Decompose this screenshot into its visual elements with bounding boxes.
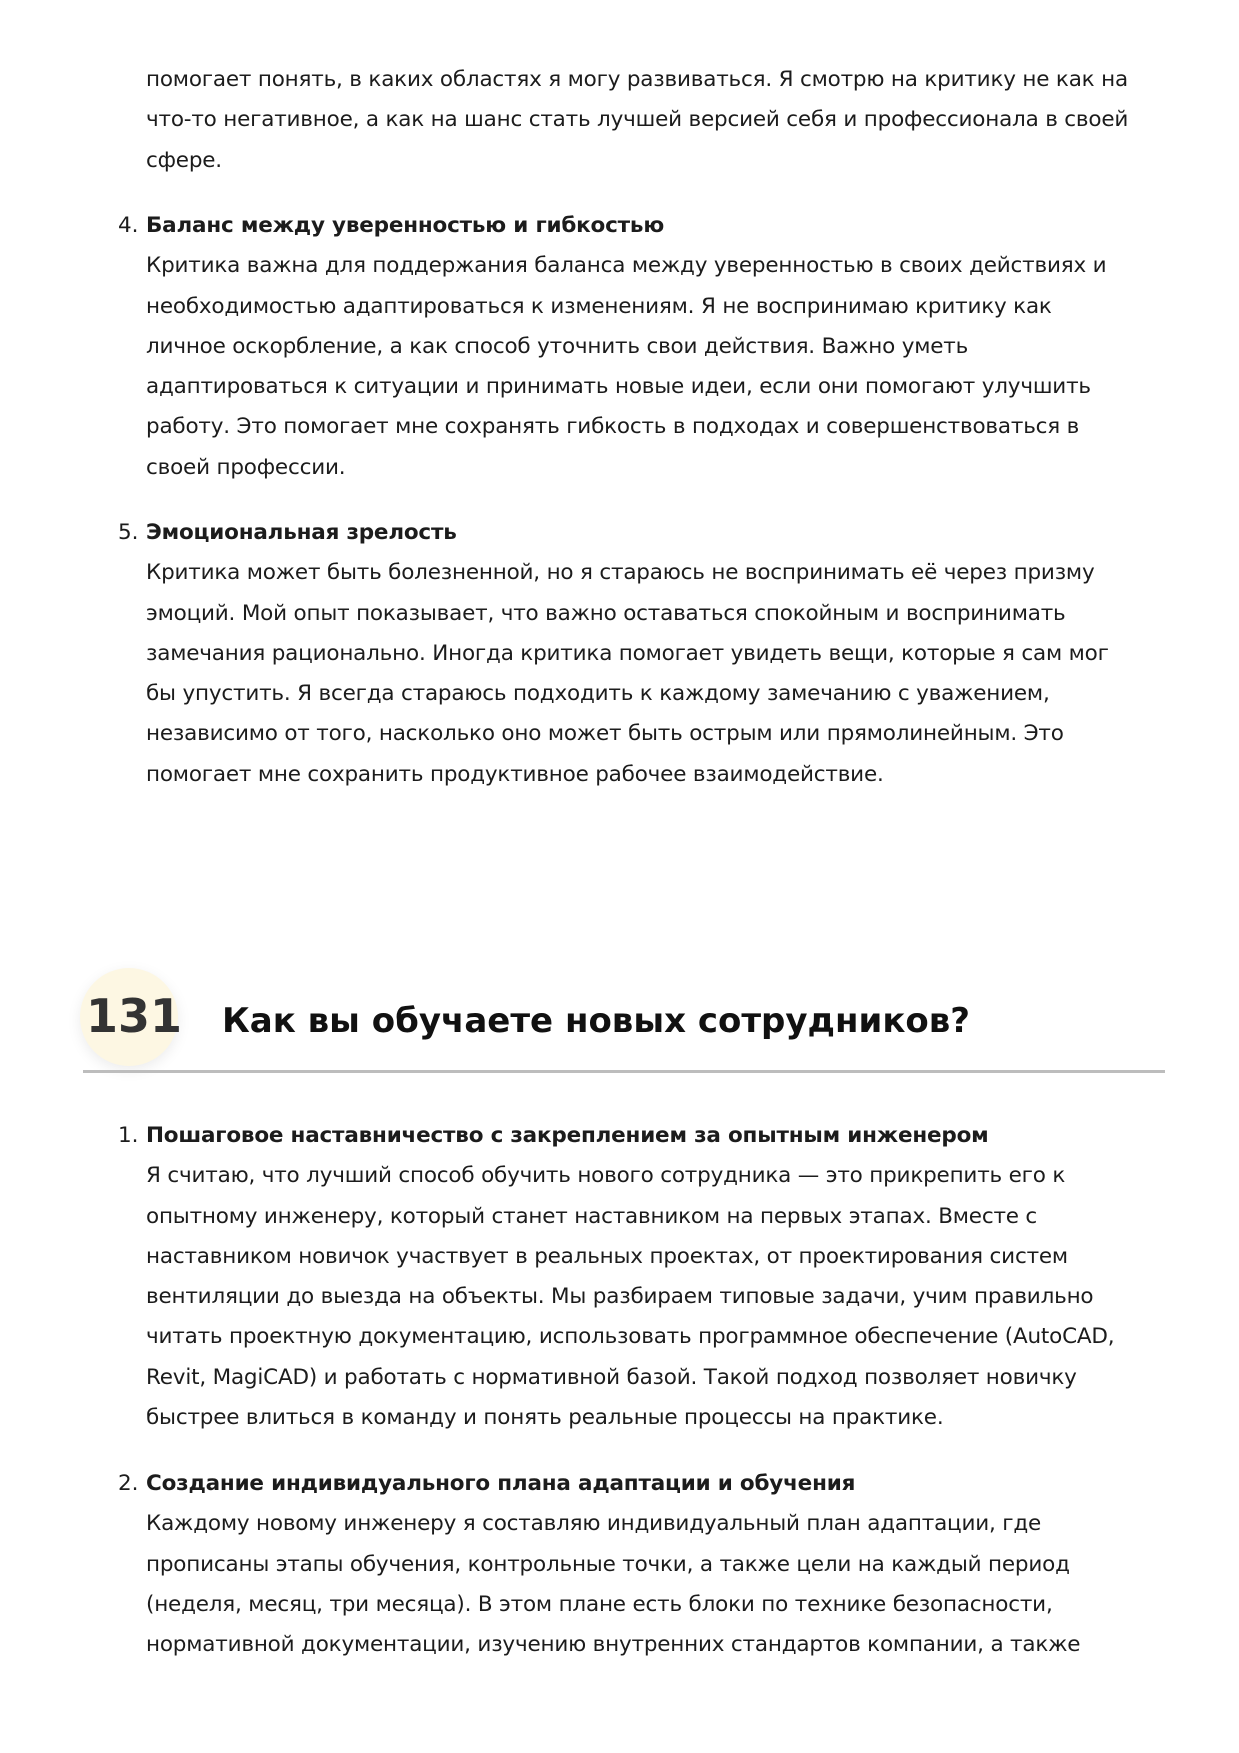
list-item	[118, 1116, 1186, 1438]
list-item	[118, 1464, 1186, 1665]
text-line: Критика важна для поддержания баланса между уверенностью в своих действиях и	[146, 253, 1107, 279]
text-line: Я считаю, что лучший способ обучить нового сотрудника — это прикрепить его к	[146, 1163, 1066, 1189]
question-number: 131	[86, 989, 183, 1043]
text-line: адаптироваться к ситуации и принимать новые идеи, если они помогают улучшить	[146, 374, 1091, 400]
text-line: Каждому новому инженеру я составляю индивидуальный план адаптации, где	[146, 1511, 1042, 1537]
text-line: читать проектную документацию, использовать программное обеспечение (AutoCAD,	[146, 1324, 1115, 1350]
text-line: нормативной документации, изучению внутренних стандартов компании, а также	[146, 1632, 1081, 1658]
text-line: опытному инженеру, который станет наставником на первых этапах. Вместе с	[146, 1203, 1038, 1229]
text-line: Критика может быть болезненной, но я стараюсь не воспринимать её через призму	[146, 560, 1095, 586]
list-item-title: Эмоциональная зрелость	[146, 520, 457, 545]
text-line: прописаны этапы обучения, контрольные точки, а также цели на каждый период	[146, 1551, 1070, 1577]
list-number: 5.	[118, 520, 139, 545]
list-item	[118, 513, 1186, 795]
text-line: помогает мне сохранить продуктивное рабочее взаимодействие.	[146, 761, 884, 787]
list-number: 2.	[118, 1471, 139, 1496]
text-line: личное оскорбление, а как способ уточнить свои действия. Важно уметь	[146, 333, 969, 359]
section-heading: Как вы обучаете новых сотрудников?	[222, 1001, 970, 1041]
list-number: 1.	[118, 1123, 139, 1148]
text-line: необходимостью адаптироваться к изменениям. Я не воспринимаю критику как	[146, 293, 1052, 319]
list-item-title: Пошаговое наставничество с закреплением за опытным инженером	[146, 1123, 989, 1148]
text-line: независимо от того, насколько оно может быть острым или прямолинейным. Это	[146, 721, 1064, 747]
text-line: помогает понять, в каких областях я могу развиваться. Я смотрю на критику не как на	[146, 67, 1128, 92]
text-line: быстрее влиться в команду и понять реальные процессы на практике.	[146, 1405, 944, 1431]
text-line: эмоций. Мой опыт показывает, что важно оставаться спокойным и воспринимать	[146, 600, 1066, 626]
text-line: наставником новичок участвует в реальных проектах, от проектирования систем	[146, 1243, 1068, 1269]
text-line: что-то негативное, а как на шанс стать лучшей версией себя и профессионала в своей	[146, 107, 1129, 133]
text-line: Revit, MagiCAD) и работать с нормативной базой. Такой подход позволяет новичку	[146, 1364, 1077, 1390]
list-item-title: Баланс между уверенностью и гибкостью	[146, 213, 665, 238]
list-number: 4.	[118, 213, 139, 238]
intro-paragraph	[146, 60, 1186, 181]
text-line: своей профессии.	[146, 454, 346, 480]
text-line: бы упустить. Я всегда стараюсь подходить к каждому замечанию с уважением,	[146, 681, 1050, 707]
list-item	[118, 206, 1186, 488]
text-line: вентиляции до выезда на объекты. Мы разбираем типовые задачи, учим правильно	[146, 1284, 1094, 1310]
text-line: сфере.	[146, 147, 222, 173]
heading-divider	[83, 1070, 1165, 1073]
text-line: (неделя, месяц, три месяца). В этом плане есть блоки по технике безопасности,	[146, 1591, 1053, 1617]
text-line: замечания рационально. Иногда критика помогает увидеть вещи, которые я сам мог	[146, 640, 1109, 666]
text-line: работу. Это помогает мне сохранять гибкость в подходах и совершенствоваться в	[146, 414, 1080, 440]
list-item-title: Создание индивидуального плана адаптации и обучения	[146, 1471, 856, 1496]
